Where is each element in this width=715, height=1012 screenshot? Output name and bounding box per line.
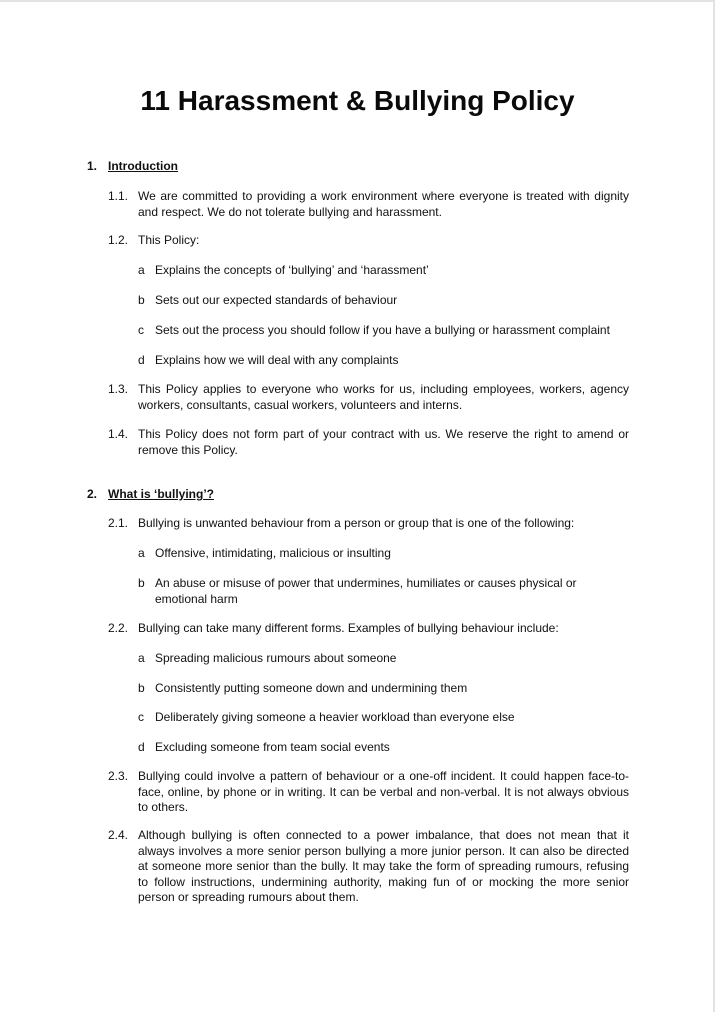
clause-number: 1.3. bbox=[108, 382, 129, 396]
clause-text: This Policy applies to everyone who works for us, including employees, workers, agency workers, consultants, casual workers, volunteers and interns. bbox=[138, 382, 629, 412]
item-letter: b bbox=[138, 681, 145, 695]
section-number: 2. bbox=[87, 487, 98, 501]
clause-text: Although bullying is often connected to a power imbalance, that does not mean that it always involves a more senior person bullying a more junior person. It can also be directed at someone more senior than the bully. It may take the form of spreading rumours, refusing to follow instructions, undermining authority, making fun of or mocking the more senior person or spreading rumours about them. bbox=[138, 828, 629, 904]
clause-2-4 bbox=[108, 828, 629, 906]
item-text: Explains how we will deal with any complaints bbox=[155, 353, 399, 367]
clause-text: Bullying could involve a pattern of behaviour or a one-off incident. It could happen face-to-face, online, by phone or in writing. It can be verbal and non-verbal. It is not always obvious to others. bbox=[138, 769, 629, 814]
item-text: Deliberately giving someone a heavier workload than everyone else bbox=[155, 710, 515, 724]
clause-1-1 bbox=[108, 189, 629, 220]
item-letter: c bbox=[138, 710, 144, 724]
section-heading-introduction bbox=[87, 159, 178, 173]
section-title: What is ‘bullying’? bbox=[108, 487, 214, 501]
clause-text: This Policy does not form part of your contract with us. We reserve the right to amend or remove this Policy. bbox=[138, 427, 629, 457]
item-text: Offensive, intimidating, malicious or insulting bbox=[155, 546, 391, 560]
clause-1-3 bbox=[108, 382, 629, 413]
clause-2-1 bbox=[108, 516, 629, 532]
item-letter: b bbox=[138, 293, 145, 307]
list-item-1-2-d bbox=[138, 353, 629, 369]
list-item-1-2-b bbox=[138, 293, 629, 309]
item-text: Consistently putting someone down and undermining them bbox=[155, 681, 468, 695]
item-text: Explains the concepts of ‘bullying’ and ‘harassment’ bbox=[155, 263, 429, 277]
list-item-1-2-c bbox=[138, 323, 629, 339]
clause-text: Bullying is unwanted behaviour from a person or group that is one of the following: bbox=[138, 516, 575, 530]
item-text: Spreading malicious rumours about someone bbox=[155, 651, 397, 665]
list-item-2-2-c bbox=[138, 710, 629, 726]
item-letter: a bbox=[138, 546, 145, 560]
item-text: An abuse or misuse of power that undermines, humiliates or causes physical or emotional harm bbox=[155, 576, 577, 606]
item-letter: d bbox=[138, 740, 145, 754]
item-letter: c bbox=[138, 323, 144, 337]
section-title: Introduction bbox=[108, 159, 178, 173]
clause-number: 2.2. bbox=[108, 621, 129, 635]
clause-number: 1.1. bbox=[108, 189, 129, 203]
clause-2-3 bbox=[108, 769, 629, 816]
page-top-border bbox=[0, 0, 715, 2]
item-letter: d bbox=[138, 353, 145, 367]
list-item-2-1-b bbox=[138, 576, 629, 607]
clause-number: 2.3. bbox=[108, 769, 129, 783]
item-letter: b bbox=[138, 576, 145, 590]
document-title: 11 Harassment & Bullying Policy bbox=[140, 85, 575, 116]
list-item-2-1-a bbox=[138, 546, 629, 562]
list-item-2-2-d bbox=[138, 740, 629, 756]
clause-1-4 bbox=[108, 427, 629, 458]
clause-number: 1.2. bbox=[108, 233, 129, 247]
clause-text: This Policy: bbox=[138, 233, 200, 247]
section-number: 1. bbox=[87, 159, 98, 173]
list-item-2-2-b bbox=[138, 681, 629, 697]
clause-number: 1.4. bbox=[108, 427, 129, 441]
list-item-1-2-a bbox=[138, 263, 629, 279]
clause-text: Bullying can take many different forms. Examples of bullying behaviour include: bbox=[138, 621, 559, 635]
clause-2-2 bbox=[108, 621, 629, 637]
list-item-2-2-a bbox=[138, 651, 629, 667]
item-letter: a bbox=[138, 263, 145, 277]
clause-1-2 bbox=[108, 233, 629, 249]
clause-number: 2.1. bbox=[108, 516, 129, 530]
item-text: Excluding someone from team social events bbox=[155, 740, 390, 754]
item-text: Sets out our expected standards of behaviour bbox=[155, 293, 398, 307]
section-heading-what-is-bullying bbox=[87, 487, 214, 501]
clause-text: We are committed to providing a work environment where everyone is treated with dignity and respect. We do not tolerate bullying and harassment. bbox=[138, 189, 629, 219]
item-letter: a bbox=[138, 651, 145, 665]
item-text: Sets out the process you should follow if you have a bullying or harassment complaint bbox=[155, 323, 610, 337]
clause-number: 2.4. bbox=[108, 828, 129, 842]
